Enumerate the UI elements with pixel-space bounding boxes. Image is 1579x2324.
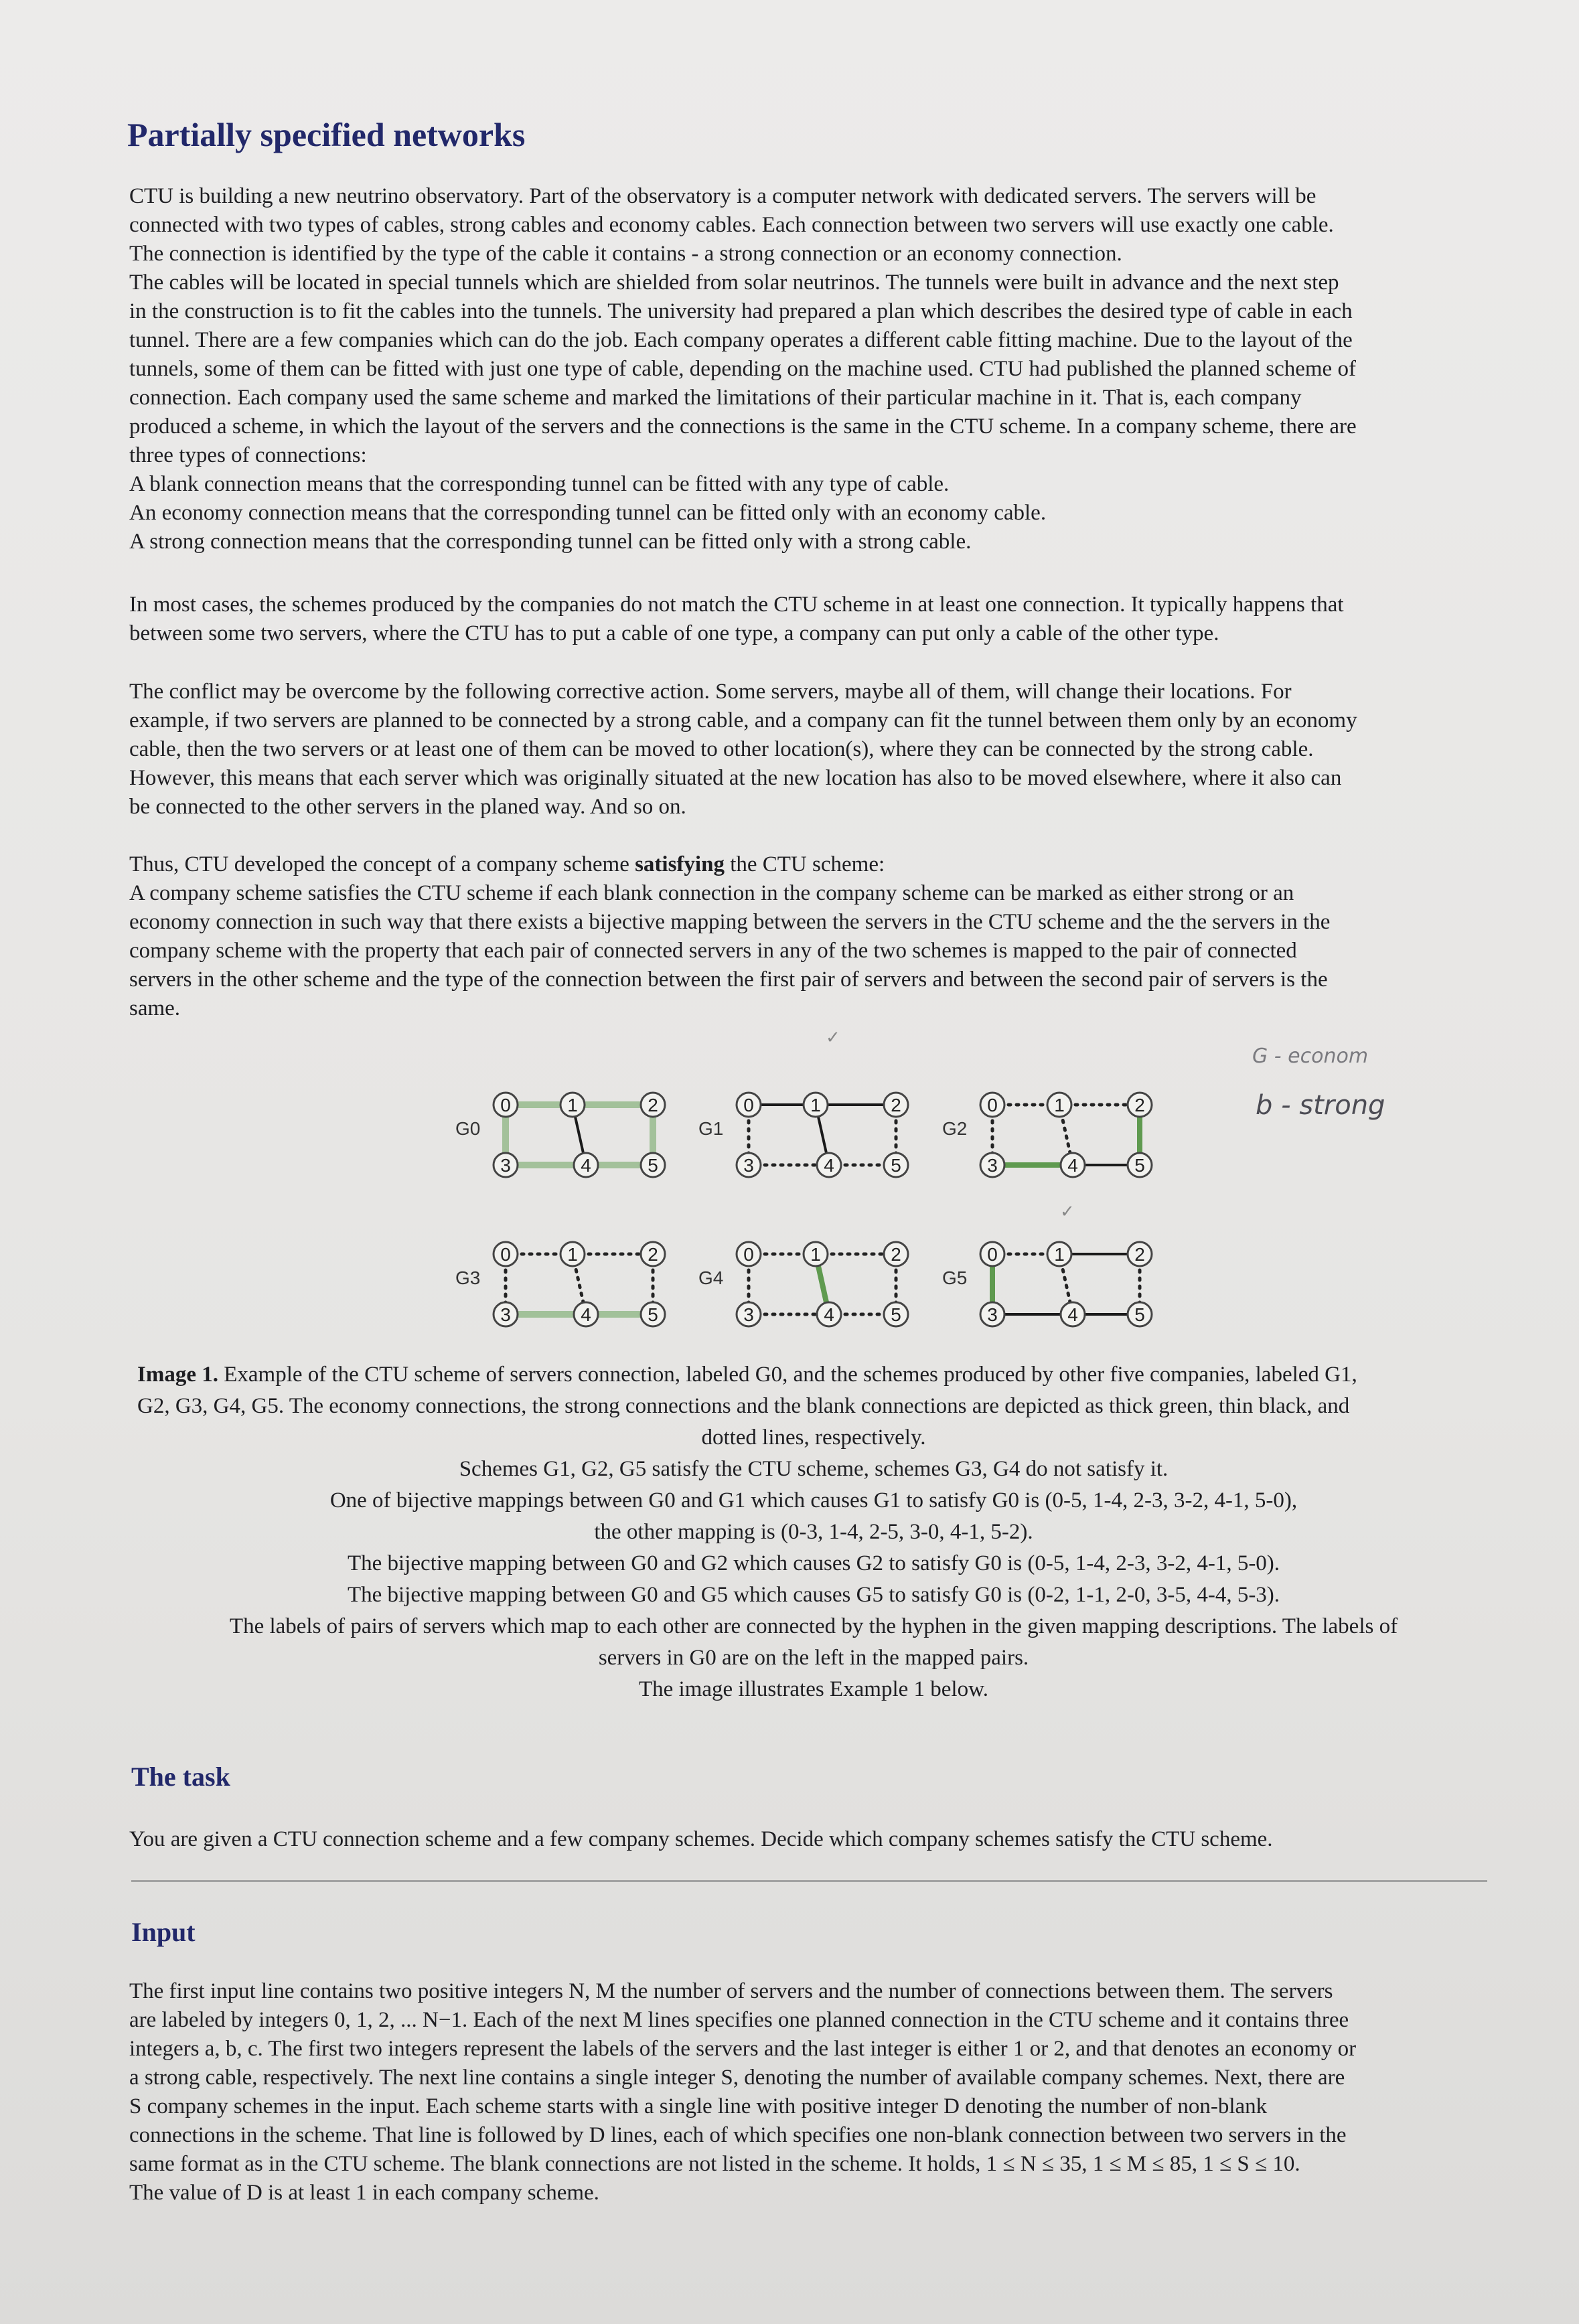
- caption-line: servers in G0 are on the left in the mapped pairs.: [598, 1646, 1029, 1670]
- input-heading: Input: [131, 1917, 196, 1947]
- server-node-label: 4: [1067, 1155, 1078, 1176]
- server-node-label: 0: [743, 1244, 754, 1265]
- text-line: CTU is building a new neutrino observatory. Part of the observatory is a computer network with dedicated servers. The servers will be: [129, 184, 1317, 208]
- input-paragraph: [129, 1977, 1489, 2207]
- server-node-label: 1: [1054, 1244, 1065, 1265]
- text-line: a strong cable, respectively. The next line contains a single integer S, denoting the number of available company schemes. Next, there are: [129, 2066, 1345, 2090]
- graph-g0: [455, 1093, 665, 1177]
- server-node-label: 1: [567, 1244, 578, 1265]
- server-node-label: 4: [824, 1304, 834, 1325]
- page-title: Partially specified networks: [127, 116, 526, 153]
- text-line: cable, then the two servers or at least one of them can be moved to other location(s), where they can be connected by the strong cable.: [129, 737, 1314, 761]
- text-line: integers a, b, c. The first two integers represent the labels of the servers and the last integer is either 1 or 2, and that denotes an economy or: [129, 2037, 1357, 2061]
- graph-label: G1: [698, 1118, 724, 1139]
- server-node-label: 3: [743, 1155, 754, 1176]
- text-line: between some two servers, where the CTU has to put a cable of one type, a company can put only a cable of the other type.: [129, 621, 1219, 645]
- text-line: three types of connections:: [129, 443, 367, 467]
- section-divider: [131, 1880, 1487, 1882]
- handwritten-check-mark: ✓: [1060, 1202, 1075, 1222]
- server-node-label: 0: [987, 1095, 998, 1115]
- graph-g2: [942, 1093, 1152, 1177]
- handwritten-note-strong: b - strong: [1256, 1090, 1385, 1121]
- text-line: A company scheme satisfies the CTU scheme if each blank connection in the company scheme can be marked as either strong or an: [129, 881, 1294, 905]
- text-line: A blank connection means that the corresponding tunnel can be fitted with any type of cable.: [129, 472, 950, 496]
- text-line: The first input line contains two positive integers N, M the number of servers and the number of connections between them. The servers: [129, 1979, 1333, 2003]
- server-node-label: 2: [648, 1095, 658, 1115]
- text-line: be connected to the other servers in the planed way. And so on.: [129, 795, 686, 819]
- text-line: The connection is identified by the type of the cable it contains - a strong connection or an economy connection.: [129, 242, 1122, 266]
- conflict-paragraph: [129, 678, 1489, 822]
- server-node-label: 5: [891, 1155, 901, 1176]
- server-node-label: 4: [1067, 1304, 1078, 1325]
- handwritten-note-economy: G - econom: [1252, 1044, 1369, 1068]
- server-node-label: 1: [810, 1244, 821, 1265]
- caption-line: One of bijective mappings between G0 and G1 which causes G1 to satisfy G0 is (0-5, 1-4, 2-3, 3-2, 4-1, 5-0),: [329, 1488, 1298, 1513]
- text-line: company scheme with the property that each pair of connected servers in any of the two schemes is mapped to the pair of connected: [129, 939, 1297, 963]
- caption-line: G2, G3, G4, G5. The economy connections, the strong connections and the blank connections are depicted as thick green, thin black, and: [137, 1394, 1350, 1418]
- text-line: produced a scheme, in which the layout of the servers and the connections is the same in the CTU scheme. In a company scheme, there are: [129, 414, 1357, 439]
- server-node-label: 3: [987, 1155, 998, 1176]
- satisfying-term: satisfying: [635, 852, 725, 876]
- text-line: S company schemes in the input. Each scheme starts with a single line with positive integer D denoting the number of non-blank: [129, 2094, 1268, 2118]
- graph-label: G5: [942, 1267, 968, 1288]
- intro-paragraph: [129, 182, 1489, 556]
- text-line: connections in the scheme. That line is followed by D lines, each of which specifies one non-blank connection between two servers in the: [129, 2123, 1347, 2147]
- text-line: same format as in the CTU scheme. The blank connections are not listed in the scheme. It holds, 1 ≤ N ≤ 35, 1 ≤ M ≤ 85, 1 ≤ S ≤ 10.: [129, 2152, 1300, 2176]
- server-node-label: 3: [743, 1304, 754, 1325]
- server-node-label: 3: [500, 1304, 511, 1325]
- text-line: The cables will be located in special tunnels which are shielded from solar neutrinos. The tunnels were built in advance and the next step: [129, 270, 1339, 295]
- server-node-label: 1: [810, 1095, 821, 1115]
- text-line: In most cases, the schemes produced by the companies do not match the CTU scheme in at least one connection. It typically happens that: [129, 593, 1344, 617]
- caption-line: The bijective mapping between G0 and G5 which causes G5 to satisfy G0 is (0-2, 1-1, 2-0, 3-5, 4-4, 5-3).: [347, 1583, 1280, 1607]
- server-node-label: 1: [1054, 1095, 1065, 1115]
- mismatch-paragraph: [129, 591, 1489, 648]
- server-node-label: 0: [987, 1244, 998, 1265]
- server-node-label: 4: [824, 1155, 834, 1176]
- graph-label: G3: [455, 1267, 481, 1288]
- text-line: However, this means that each server which was originally situated at the new location has also to be moved elsewhere, where it also can: [129, 766, 1342, 790]
- text-line: The value of D is at least 1 in each company scheme.: [129, 2181, 599, 2205]
- server-node-label: 5: [1134, 1155, 1145, 1176]
- server-node-label: 5: [1134, 1304, 1145, 1325]
- text-line: tunnels, some of them can be fitted with just one type of cable, depending on the machine used. CTU had published the planned scheme of: [129, 357, 1356, 381]
- text-line: tunnel. There are a few companies which can do the job. Each company operates a different cable fitting machine. Due to the layout of the: [129, 328, 1353, 352]
- server-node-label: 5: [648, 1155, 658, 1176]
- task-heading: The task: [131, 1762, 230, 1792]
- server-node-label: 0: [500, 1244, 511, 1265]
- caption-line: Image 1. Example of the CTU scheme of servers connection, labeled G0, and the schemes produced by other five companies, labeled G1,: [137, 1363, 1357, 1387]
- server-node-label: 0: [500, 1095, 511, 1115]
- server-node-label: 2: [648, 1244, 658, 1265]
- text-line: same.: [129, 996, 181, 1020]
- caption-line: the other mapping is (0-3, 1-4, 2-5, 3-0, 4-1, 5-2).: [594, 1520, 1033, 1544]
- server-node-label: 2: [891, 1095, 901, 1115]
- text-line: An economy connection means that the corresponding tunnel can be fitted only with an economy cable.: [129, 501, 1047, 525]
- text-line: servers in the other scheme and the type of the connection between the first pair of servers and between the second pair of servers is the: [129, 967, 1328, 992]
- graph-label: G0: [455, 1118, 481, 1139]
- server-node-label: 0: [743, 1095, 754, 1115]
- text-line: connection. Each company used the same scheme and marked the limitations of their particular machine in it. That is, each company: [129, 386, 1302, 410]
- server-node-label: 1: [567, 1095, 578, 1115]
- server-node-label: 5: [891, 1304, 901, 1325]
- caption-line: The bijective mapping between G0 and G2 which causes G2 to satisfy G0 is (0-5, 1-4, 2-3, 3-2, 4-1, 5-0).: [347, 1551, 1280, 1575]
- server-node-label: 4: [581, 1155, 591, 1176]
- server-node-label: 4: [581, 1304, 591, 1325]
- text-line: are labeled by integers 0, 1, 2, ... N−1. Each of the next M lines specifies one planned connection in the CTU scheme and it contains three: [129, 2008, 1349, 2032]
- figure-caption: [137, 1359, 1490, 1705]
- graph-label: G2: [942, 1118, 968, 1139]
- task-paragraph: You are given a CTU connection scheme and a few company schemes. Decide which company schemes satisfy the CTU scheme.: [129, 1827, 1273, 1851]
- text-line: connected with two types of cables, strong cables and economy cables. Each connection between two servers will use exactly one cable.: [129, 213, 1334, 237]
- graph-label: G4: [698, 1267, 724, 1288]
- server-node-label: 5: [648, 1304, 658, 1325]
- server-node-label: 2: [1134, 1095, 1145, 1115]
- text-line: economy connection in such way that there exists a bijective mapping between the servers in the CTU scheme and the the servers in the: [129, 910, 1331, 934]
- server-node-label: 2: [1134, 1244, 1145, 1265]
- graph-g3: [455, 1242, 665, 1326]
- text-line: A strong connection means that the corresponding tunnel can be fitted only with a strong cable.: [129, 530, 972, 554]
- definition-intro-line: Thus, CTU developed the concept of a company scheme satisfying the CTU scheme:: [129, 852, 885, 876]
- caption-line: dotted lines, respectively.: [701, 1425, 926, 1450]
- network-schemes-figure: [429, 1058, 1259, 1339]
- caption-line: The image illustrates Example 1 below.: [638, 1677, 989, 1701]
- caption-line: Schemes G1, G2, G5 satisfy the CTU scheme, schemes G3, G4 do not satisfy it.: [459, 1457, 1169, 1481]
- handwritten-check-mark: ✓: [826, 1028, 840, 1048]
- text-line: The conflict may be overcome by the following corrective action. Some servers, maybe all of them, will change their locations. For: [129, 680, 1292, 704]
- graph-g4: [698, 1242, 908, 1326]
- definition-paragraph: [129, 850, 1489, 1023]
- graph-g5: [942, 1242, 1152, 1326]
- server-node-label: 3: [500, 1155, 511, 1176]
- text-line: in the construction is to fit the cables into the tunnels. The university had prepared a plan which describes the desired type of cable in each: [129, 299, 1353, 323]
- text-line: example, if two servers are planned to be connected by a strong cable, and a company can fit the tunnel between them only by an economy: [129, 708, 1357, 732]
- caption-line: The labels of pairs of servers which map to each other are connected by the hyphen in the given mapping descriptions. The labels of: [229, 1614, 1398, 1638]
- server-node-label: 2: [891, 1244, 901, 1265]
- server-node-label: 3: [987, 1304, 998, 1325]
- graph-g1: [698, 1093, 908, 1177]
